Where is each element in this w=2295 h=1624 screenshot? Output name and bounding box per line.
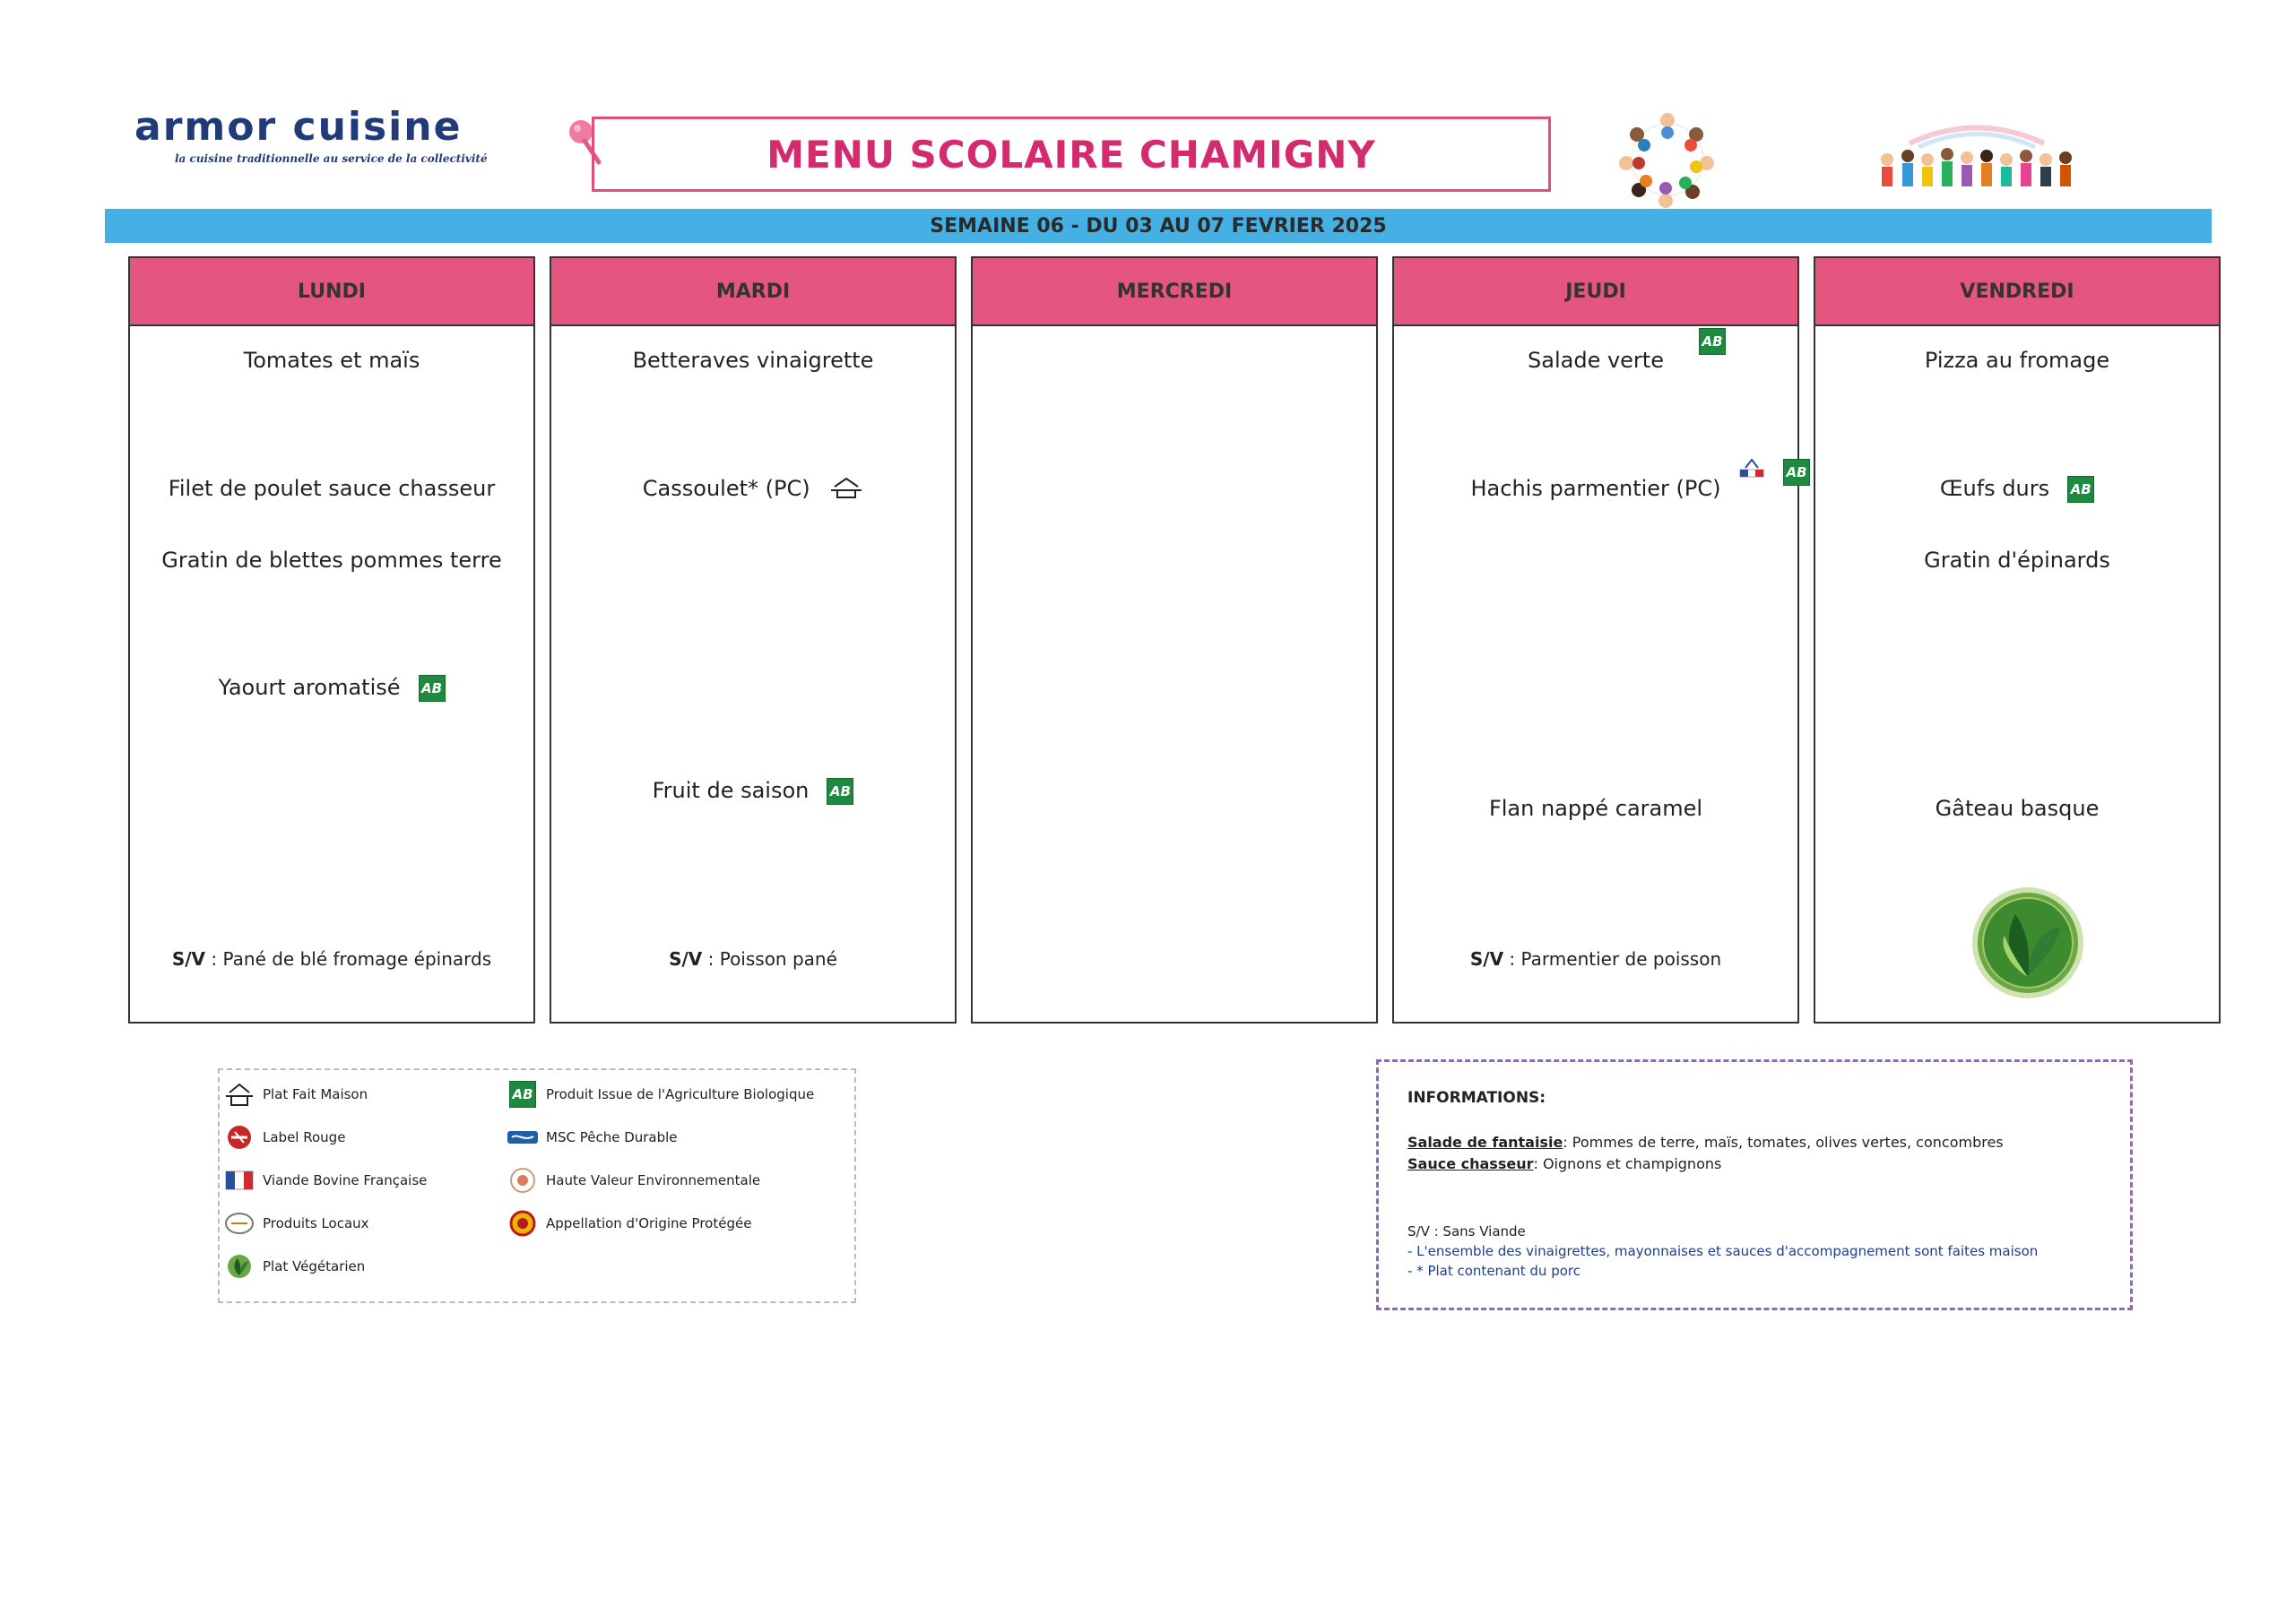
page-title: MENU SCOLAIRE CHAMIGNY (766, 132, 1376, 177)
legend-item: Plat Végétarien (223, 1251, 365, 1282)
organic-ab-icon: AB (1783, 459, 1810, 486)
msc-icon (507, 1124, 539, 1151)
info-sv: S/V : Sans Viande (1407, 1223, 1526, 1240)
info-sauce: Sauce chasseur: Oignons et champignons (1407, 1155, 1722, 1172)
legend-item: Appellation d'Origine Protégée (507, 1208, 751, 1239)
logo-tagline: la cuisine traditionnelle au service de la collectivité (175, 152, 488, 165)
french-beef-icon (224, 1167, 255, 1194)
organic-ab-icon: AB (827, 778, 853, 805)
day-header-tuesday: MARDI (551, 258, 955, 326)
day-header-thursday: JEUDI (1394, 258, 1797, 326)
dish-dessert: Fruit de saison AB (551, 778, 955, 805)
legend-item: Plat Fait Maison (223, 1079, 368, 1110)
dish-side: Gratin d'épinards (1924, 548, 2110, 573)
dish-main: Cassoulet* (PC) (551, 476, 955, 501)
week-banner (105, 209, 2212, 243)
label-rouge-icon (224, 1124, 255, 1151)
meatless-option: S/V : Parmentier de poisson (1469, 948, 1722, 970)
dish-dairy: Yaourt aromatisé AB (130, 675, 533, 702)
day-column-tuesday (550, 256, 957, 1024)
kids-circle-image (1614, 108, 1721, 211)
legend-item: Viande Bovine Française (223, 1165, 427, 1196)
organic-ab-icon: AB (2067, 476, 2094, 503)
day-header-monday: LUNDI (130, 258, 533, 326)
aop-icon (507, 1210, 538, 1237)
day-column-friday (1814, 256, 2221, 1024)
organic-ab-icon: AB (509, 1081, 536, 1108)
dish-main: Filet de poulet sauce chasseur (168, 476, 496, 501)
day-column-wednesday (971, 256, 1378, 1024)
dish-starter: Pizza au fromage (1924, 348, 2110, 373)
day-column-monday (128, 256, 535, 1024)
info-pork-note: - * Plat contenant du porc (1407, 1263, 1581, 1279)
legend-box (218, 1068, 856, 1303)
legend-item: Label Rouge (223, 1122, 345, 1153)
dish-dessert: Flan nappé caramel (1488, 796, 1703, 821)
local-products-icon (224, 1210, 255, 1237)
dish-main: Hachis parmentier (PC) (1470, 476, 1721, 501)
legend-item: Haute Valeur Environnementale (507, 1165, 760, 1196)
legend-item: MSC Pêche Durable (507, 1122, 678, 1153)
french-beef-icon (1738, 457, 1765, 482)
dish-side: Gratin de blettes pommes terre (161, 548, 502, 573)
dish-main: Œufs durs AB (1815, 476, 2219, 503)
organic-ab-icon: AB (419, 675, 446, 702)
vegetarian-leaf-icon (1963, 885, 2092, 1000)
dish-starter: Tomates et maïs (243, 348, 420, 373)
hve-icon (507, 1167, 538, 1194)
info-salade: Salade de fantaisie: Pommes de terre, maïs, tomates, olives vertes, concombres (1407, 1134, 2004, 1151)
dish-starter: Betteraves vinaigrette (632, 348, 874, 373)
homemade-house-icon (224, 1081, 255, 1108)
day-header-wednesday: MERCREDI (973, 258, 1376, 326)
info-title: INFORMATIONS: (1407, 1089, 1546, 1107)
vegetarian-leaf-icon (224, 1253, 255, 1280)
info-box (1376, 1059, 2133, 1310)
legend-item: Produits Locaux (223, 1208, 369, 1239)
brand-logo (134, 104, 493, 165)
title-box (592, 117, 1551, 192)
legend-item: AB Produit Issue de l'Agriculture Biologique (507, 1079, 814, 1110)
meatless-option: S/V : Pané de blé fromage épinards (171, 948, 492, 970)
dish-dessert: Gâteau basque (1935, 796, 2100, 821)
info-homemade-note: - L'ensemble des vinaigrettes, mayonnaises et sauces d'accompagnement sont faites maison (1407, 1243, 2039, 1259)
homemade-house-icon (829, 476, 863, 499)
kids-group-image (1874, 117, 2080, 202)
meatless-option: S/V : Poisson pané (669, 948, 837, 970)
week-label: SEMAINE 06 - DU 03 AU 07 FEVRIER 2025 (930, 214, 1387, 238)
day-column-thursday (1392, 256, 1807, 1024)
organic-ab-icon: AB (1699, 328, 1726, 355)
logo-name: armor cuisine (134, 104, 463, 150)
day-header-friday: VENDREDI (1815, 258, 2219, 326)
dish-starter: Salade verte (1528, 348, 1664, 373)
